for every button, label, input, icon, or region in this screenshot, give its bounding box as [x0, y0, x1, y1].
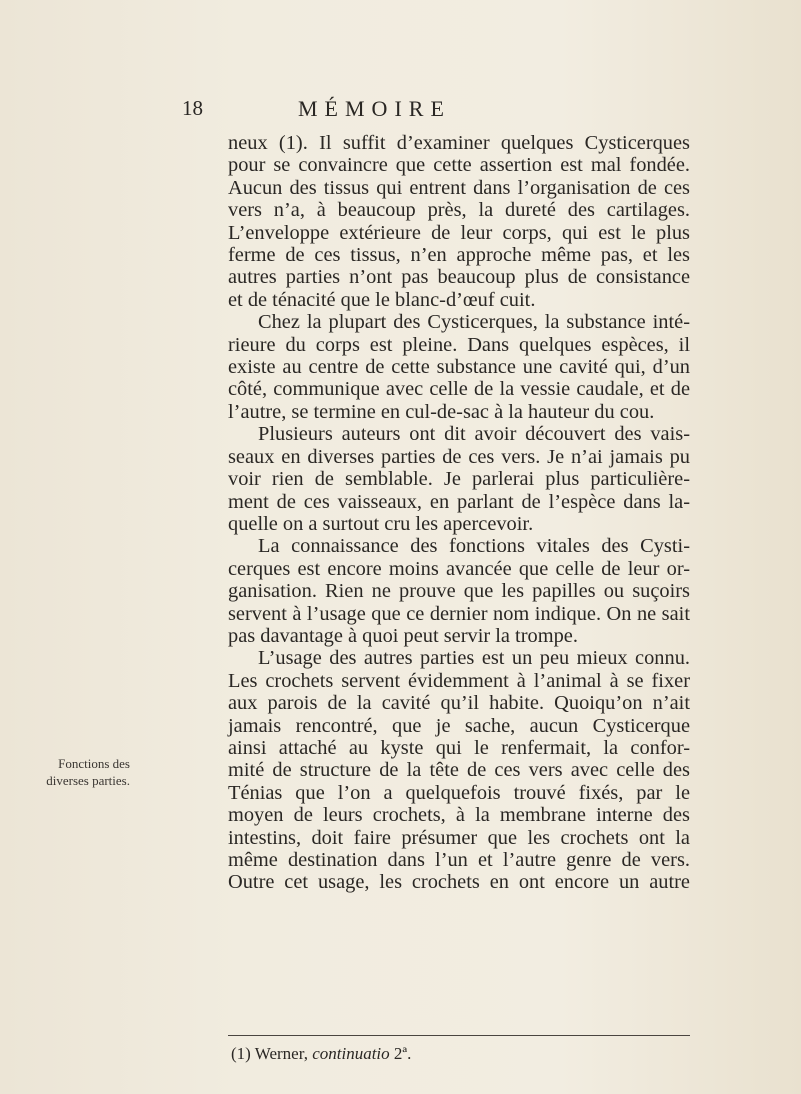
- text-line: Chez la plupart des Cysticerques, la substance inté-: [258, 311, 690, 334]
- text-line: mité de structure de la tête de ces vers avec celle des: [228, 759, 690, 782]
- text-line: rieure du corps est pleine. Dans quelques espèces, il: [228, 333, 690, 356]
- text-line: L’enveloppe extérieure de leur corps, qui est le plus: [228, 221, 690, 244]
- margin-note: [30, 755, 130, 789]
- text-line: aux parois de la cavité qu’il habite. Quoiqu’on n’ait: [228, 692, 690, 715]
- text-line: autres parties n’ont pas beaucoup plus de consistance: [228, 266, 690, 289]
- body-text: [228, 132, 690, 894]
- text-line: existe au centre de cette substance une cavité qui, d’un: [228, 356, 690, 379]
- text-line: pour se convaincre que cette assertion est mal fondée.: [228, 154, 690, 177]
- text-line: vers n’a, à beaucoup près, la dureté des cartilages.: [228, 199, 690, 222]
- margin-note-line: Fonctions des: [58, 756, 130, 771]
- text-line: même destination dans l’un et l’autre genre de vers.: [228, 849, 690, 871]
- text-line: voir rien de semblable. Je parlerai plus particulière-: [228, 468, 690, 491]
- text-line: L’usage des autres parties est un peu mieux connu.: [258, 647, 690, 670]
- page-header: [182, 96, 622, 126]
- text-line: neux (1). Il suffit d’examiner quelques Cysticerques: [228, 132, 690, 154]
- text-line: jamais rencontré, que je sache, aucun Cysticerque: [228, 714, 690, 737]
- footnote-divider: [228, 1035, 690, 1036]
- text-line: Ténias que l’on a quelquefois trouvé fixés, par le: [228, 781, 690, 804]
- margin-note-line: diverses parties.: [46, 773, 130, 788]
- text-line: et de ténacité que le blanc-d’œuf cuit.: [228, 288, 536, 311]
- text-line: servent à l’usage que ce dernier nom indique. On ne sait: [228, 602, 690, 625]
- text-line: ainsi attaché au kyste qui le renfermait, la confor-: [228, 736, 690, 759]
- text-line: l’autre, se termine en cul-de-sac à la hauteur du cou.: [228, 400, 655, 423]
- page-number: 18: [182, 96, 203, 120]
- text-line: Aucun des tissus qui entrent dans l’organisation de ces: [228, 176, 690, 199]
- text-line: seaux en diverses parties de ces vers. Je n’ai jamais pu: [228, 445, 690, 468]
- text-line: La connaissance des fonctions vitales des Cysti-: [258, 535, 690, 558]
- footnote-marker: (1): [231, 1044, 251, 1063]
- text-line: ganisation. Rien ne prouve que les papilles ou suçoirs: [228, 580, 690, 603]
- text-line: ment de ces vaisseaux, en parlant de l’espèce dans la-: [228, 490, 690, 513]
- footnote-work: continuatio: [312, 1044, 390, 1063]
- footnote-author: Werner,: [254, 1044, 308, 1063]
- footnote: [231, 1044, 411, 1064]
- text-line: Les crochets servent évidemment à l’animal à se fixer: [228, 669, 690, 692]
- text-line: côté, communique avec celle de la vessie caudale, et de: [228, 378, 690, 401]
- text-line: intestins, doit faire présumer que les crochets ont la: [228, 826, 690, 849]
- text-line: ferme de ces tissus, n’en approche même pas, et les: [228, 244, 690, 267]
- text-line: Plusieurs auteurs ont dit avoir découvert des vais-: [258, 423, 690, 446]
- running-title: MÉMOIRE: [298, 96, 451, 121]
- text-line: Outre cet usage, les crochets en ont encore un autre: [228, 871, 690, 894]
- text-line: cerques est encore moins avancée que celle de leur or-: [228, 557, 690, 580]
- text-line: moyen de leurs crochets, à la membrane interne des: [228, 804, 690, 827]
- text-line: pas davantage à quoi peut servir la trompe.: [228, 624, 578, 647]
- text-line: quelle on a surtout cru les apercevoir.: [228, 512, 534, 535]
- footnote-number: 2ª.: [393, 1044, 412, 1063]
